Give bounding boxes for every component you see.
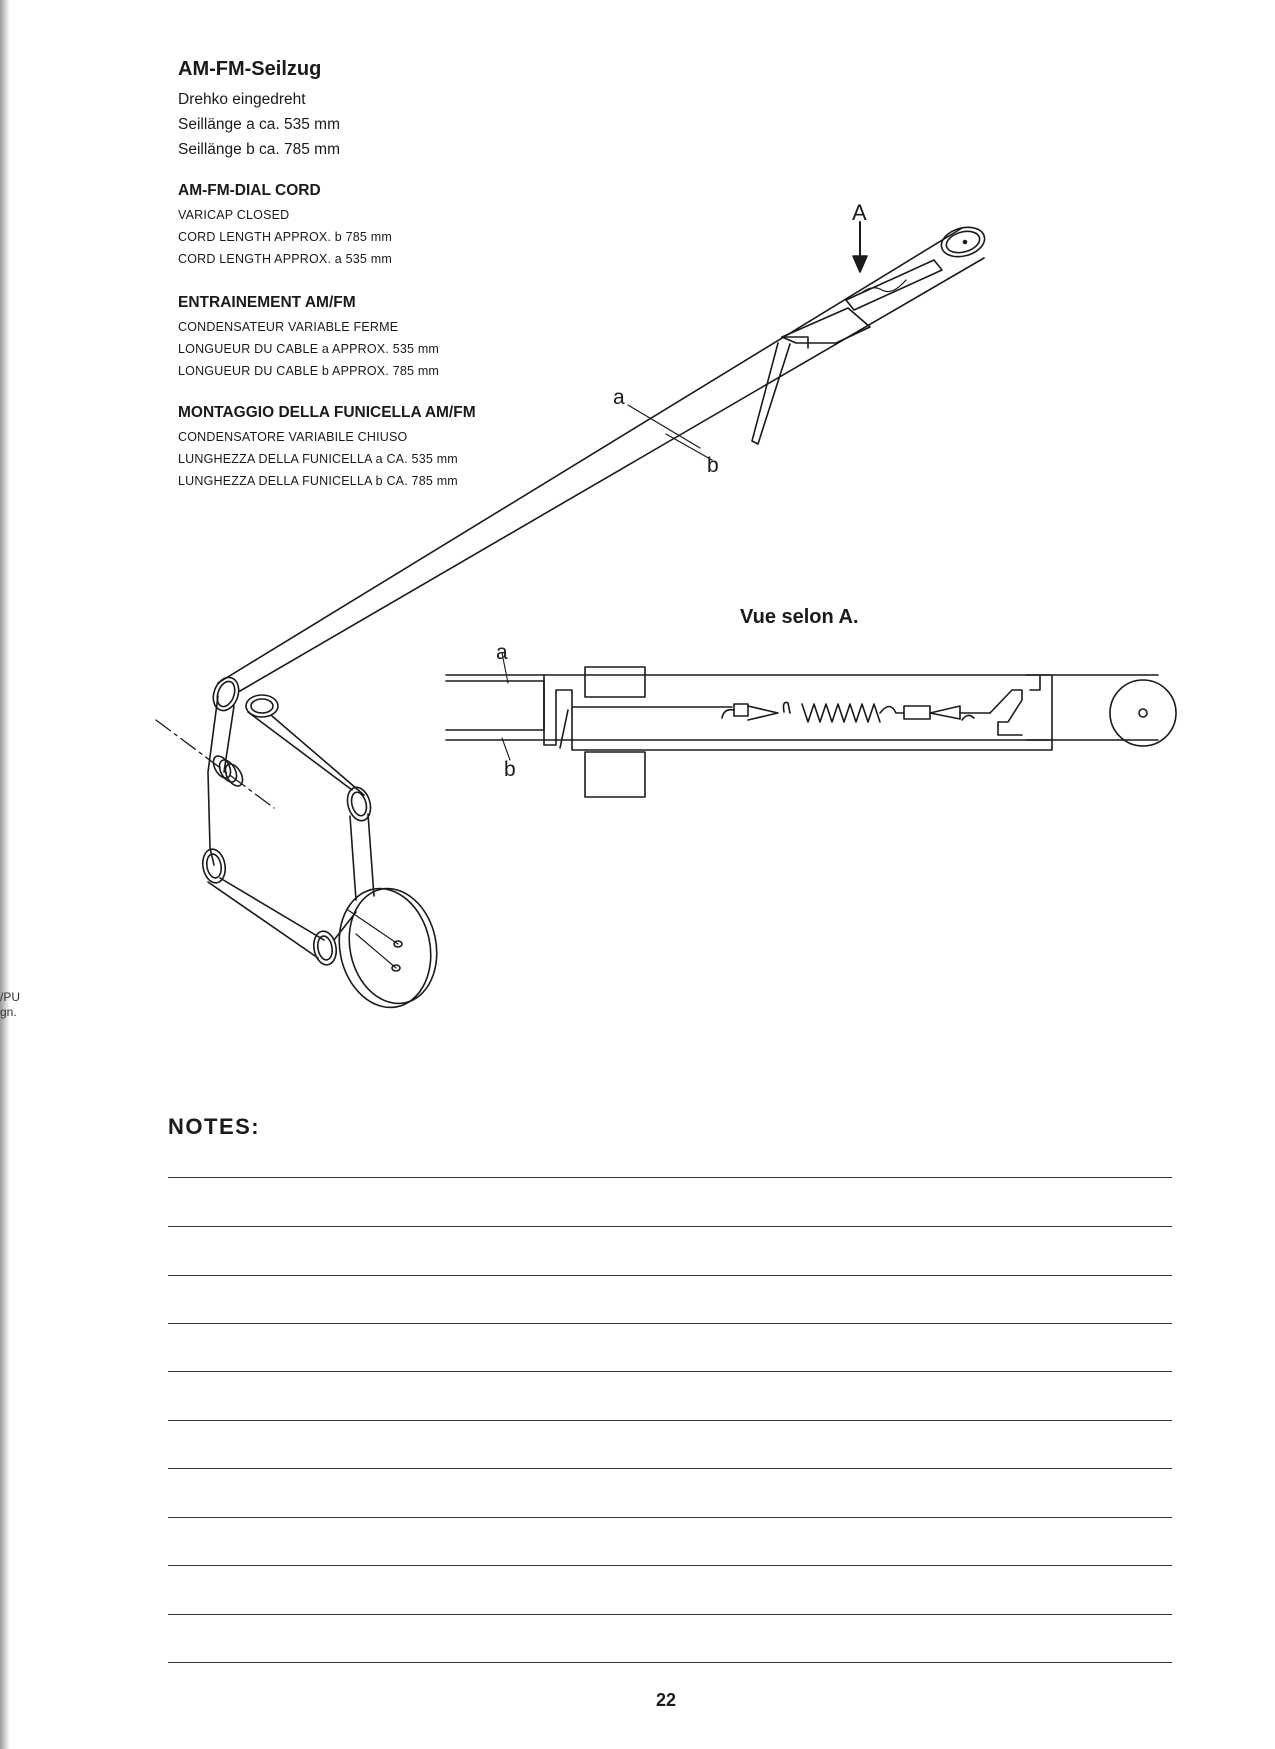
french-line: LONGUEUR DU CABLE a APPROX. 535 mm <box>178 342 440 356</box>
german-line: Seillänge a ca. 535 mm <box>178 116 340 133</box>
margin-fragment-line: /PU <box>0 990 21 1004</box>
french-line: LONGUEUR DU CABLE b APPROX. 785 mm <box>178 364 440 378</box>
english-title: AM-FM-DIAL CORD <box>178 182 321 199</box>
view-arrow-icon <box>853 222 867 272</box>
german-line: Seillänge b ca. 785 mm <box>178 141 340 158</box>
notes-line <box>168 1420 1172 1421</box>
notes-line <box>168 1468 1172 1469</box>
notes-line <box>168 1323 1172 1324</box>
tuning-drum <box>329 880 448 1016</box>
view-a-title: Vue selon A. <box>740 606 859 628</box>
french-title: ENTRAINEMENT AM/FM <box>178 294 356 311</box>
pointer-carriage <box>752 260 942 444</box>
german-line: Drehko eingedreht <box>178 91 306 108</box>
top-right-pulley <box>938 223 988 261</box>
cord-b-label: b <box>707 454 719 477</box>
french-line: CONDENSATEUR VARIABLE FERME <box>178 320 399 334</box>
italian-line: CONDENSATORE VARIABILE CHIUSO <box>178 430 408 444</box>
italian-line: LUNGHEZZA DELLA FUNICELLA b CA. 785 mm <box>178 474 458 488</box>
page-number: 22 <box>656 1690 677 1710</box>
view-arrow-label: A <box>852 200 867 225</box>
english-line: CORD LENGTH APPROX. a 535 mm <box>178 252 392 266</box>
view-cord-b-label: b <box>504 758 516 781</box>
notes-line <box>168 1614 1172 1615</box>
cord-a-label: a <box>613 386 625 409</box>
bottom-left-pulley <box>200 847 228 884</box>
italian-line: LUNGHEZZA DELLA FUNICELLA a CA. 535 mm <box>178 452 458 466</box>
italian-title: MONTAGGIO DELLA FUNICELLA AM/FM <box>178 404 476 421</box>
notes-line <box>168 1662 1172 1663</box>
notes-line <box>168 1517 1172 1518</box>
english-line: VARICAP CLOSED <box>178 208 290 222</box>
german-title: AM-FM-Seilzug <box>178 58 322 80</box>
notes-line <box>168 1275 1172 1276</box>
english-line: CORD LENGTH APPROX. b 785 mm <box>178 230 392 244</box>
notes-title: NOTES: <box>168 1114 261 1139</box>
view-a-drawing <box>446 653 1176 797</box>
cord-strand-b <box>240 258 984 691</box>
left-pulley-upper <box>209 674 243 714</box>
notes-line <box>168 1226 1172 1227</box>
view-cord-a-label: a <box>496 641 508 664</box>
notes-line <box>168 1565 1172 1566</box>
notes-line <box>168 1371 1172 1372</box>
notes-line <box>168 1177 1172 1178</box>
margin-fragment-line: gn. <box>0 1005 17 1019</box>
